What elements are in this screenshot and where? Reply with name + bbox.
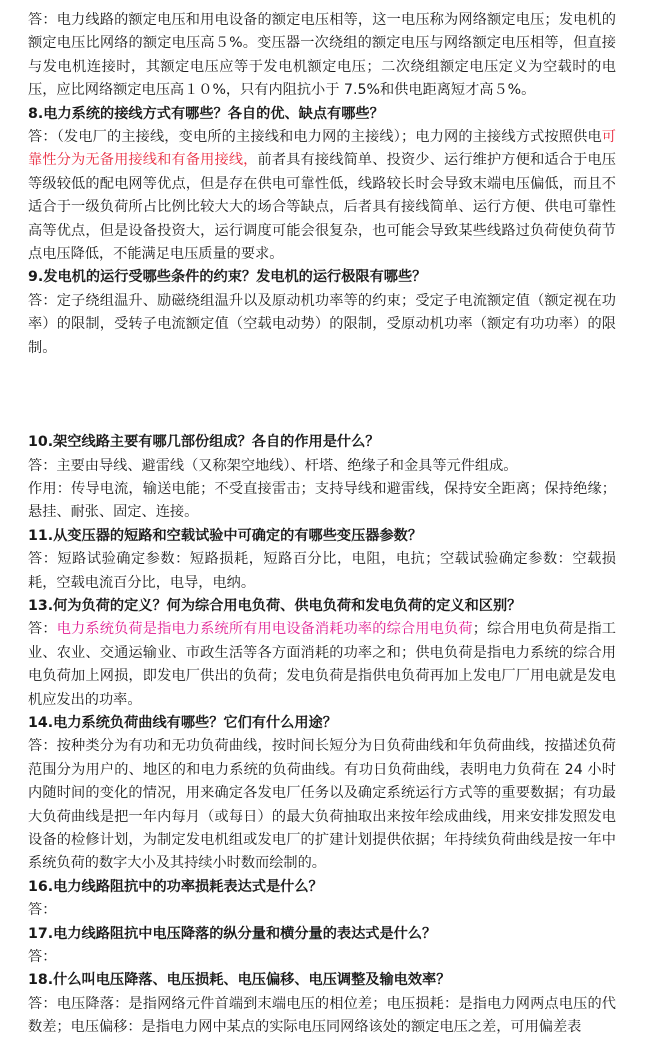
question-18: 18.什么叫电压降落、电压损耗、电压偏移、电压调整及输电效率？ [28,972,451,989]
answer-16 [28,899,616,922]
answer-14 [28,735,616,875]
answer-10 [28,455,616,478]
question-17: 17.电力线路阻抗中电压降落的纵分量和横分量的表达式是什么？ [28,925,437,942]
answer-text: ；综合用电负荷是指工业、农业、交通运输业、市政生活等各方面消耗的功率之和；供电负荷是指电力系统的综合用电负荷加上网损，即发电厂供出的负荷；发电负荷是指供电负荷再加上发电厂厂用电就是发电机应发出的功率。 [28,621,616,708]
answer-text: 答：定子绕组温升、励磁绕组温升以及原动机功率等的约束；受定子电流额定值（额定视在功率）的限制，受转子电流额定值（空载电动势）的限制，受原动机功率（额定有功功率）的限制。 [28,292,616,356]
blank-space [28,360,616,431]
answer-18 [28,993,616,1040]
highlight-red-text: 可靠性分为无备用接线和有备用接线， [28,129,616,169]
answer-text: 答： [28,621,57,638]
answer-text: 答：主要由导线、避雷线（又称架空地线）、杆塔、绝缘子和金具等元件组成。 [28,457,518,474]
answer-text: 答：短路试验确定参数：短路损耗，短路百分比，电阻，电抗；空载试验确定参数：空载损耗，空载电流百分比，电导，电纳。 [28,551,616,591]
intro-answer [28,9,616,103]
answer-text: 答： [28,902,57,919]
question-10: 10.架空线路主要有哪几部份组成？各自的作用是什么？ [28,434,380,451]
answer-text: 答：电力线路的额定电压和用电设备的额定电压相等，这一电压称为网络额定电压；发电机的额定电压比网络的额定电压高５%。变压器一次绕组的额定电压与网络额定电压相等，但直接与发电机连接时，其额定电压应等于发电机额定电压；二次绕组额定电压定义为空载时的电压，应比网络额定电压高１０%，只有内阻抗小于 7.5%和供电距离短才高５%。 [28,12,616,99]
question-11: 11.从变压器的短路和空载试验中可确定的有哪些变压器参数？ [28,527,423,544]
answer-13 [28,618,616,712]
question-16: 16.电力线路阻抗中的功率损耗表达式是什么？ [28,878,323,895]
answer-17 [28,946,616,969]
answer-text: 答：电压降落：是指网络元件首端到末端电压的相位差；电压损耗：是指电力网两点电压的代数差；电压偏移：是指电力网中某点的实际电压同网络该处的额定电压之差，可用偏差表 [28,995,616,1036]
question-9: 9.发电机的运行受哪些条件的约束？发电机的运行极限有哪些？ [28,269,427,286]
highlight-pink-text: 电力系统负荷是指电力系统所有用电设备消耗功率的综合用电负荷 [56,621,473,638]
answer-text: 前者具有接线简单、投资少、运行维护方便和适合于电压等级较低的配电网等优点，但是存在供电可靠性低，线路较长时会导致末端电压偏低，而且不适合于一级负荷所占比例比较大大的场合等缺点，后者具有接线简单、运行方便、供电可靠性高等优点，但是设备投资大，运行调度可能会很复杂，也可能会导致某些线路过负荷使负荷节点电压降低，不能满足电压质量的要求。 [28,152,616,263]
answer-text: 答：（发电厂的主接线，变电所的主接线和电力网的主接线）；电力网的主接线方式按照供电 [28,129,602,146]
answer-9 [28,290,616,360]
answer-text: 答：按种类分为有功和无功负荷曲线，按时间长短分为日负荷曲线和年负荷曲线，按描述负荷范围分为用户的、地区的和电力系统的负荷曲线。有功日负荷曲线，表明电力负荷在 24 小时内随时间的变化的情况，用来确定各发电厂任务以及确定系统运行方式等的重要数据；有功最大负荷曲线是把一年内每月（或每日）的最大负荷抽取出来按年绘成曲线，用来安排发照发电设备的检修计划，为制定发电机组或发电厂的扩建计划提供依据；年持续负荷曲线是按一年中系统负荷的数字大小及其持续小时数而绘制的。 [28,738,616,872]
answer-text: 答： [28,949,57,966]
question-13: 13.何为负荷的定义？何为综合用电负荷、供电负荷和发电负荷的定义和区别？ [28,597,522,614]
answer-10-function [28,478,616,525]
answer-11 [28,548,616,595]
document-page [28,9,616,1040]
answer-text: 作用：传导电流，输送电能；不受直接雷击；支持导线和避雷线，保持安全距离；保持绝缘；悬挂、耐张、固定、连接。 [28,480,616,521]
question-14: 14.电力系统负荷曲线有哪些？它们有什么用途？ [28,714,337,731]
question-8: 8.电力系统的接线方式有哪些？各自的优、缺点有哪些？ [28,105,384,122]
answer-8 [28,126,616,266]
